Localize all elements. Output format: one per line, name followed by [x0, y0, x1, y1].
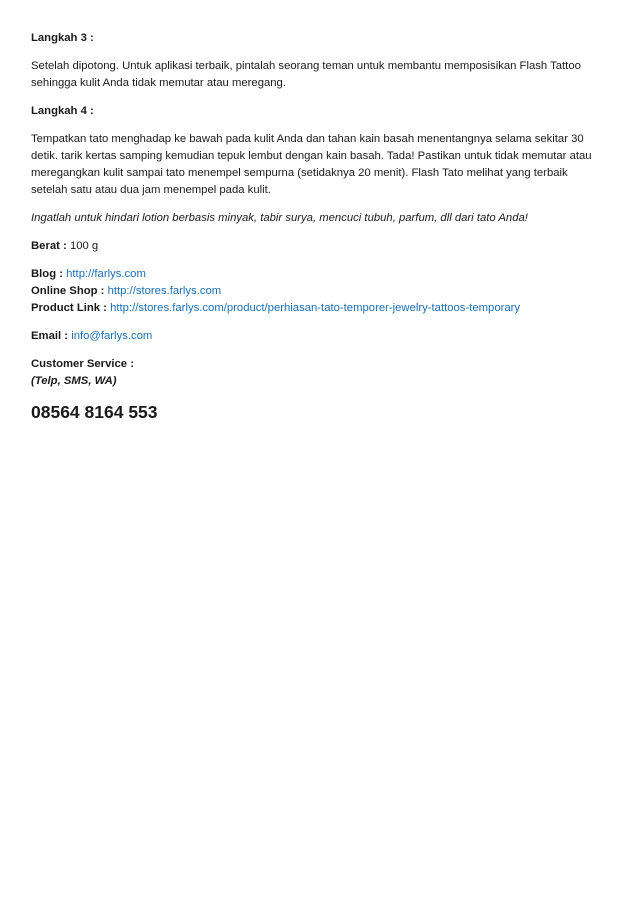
online-shop-row: [31, 283, 611, 300]
blog-link[interactable]: http://farlys.com: [66, 268, 146, 280]
online-shop-label: Online Shop :: [31, 285, 105, 297]
step-3-heading: Langkah 3 :: [31, 32, 94, 44]
step-4-text-line: Tempatkan tato menghadap ke bawah pada kulit Anda dan tahan kain basah menentangnya selama sekitar 30: [31, 133, 584, 145]
email-label: Email :: [31, 330, 69, 342]
weight-value: 100 g: [69, 240, 99, 252]
document-page: [31, 30, 611, 423]
care-warning: Ingatlah untuk hindari lotion berbasis minyak, tabir surya, mencuci tubuh, parfum, dll dari tato Anda!: [31, 212, 528, 224]
weight-row: [31, 238, 611, 255]
step-4-text-line: meregangkan kulit sampai tato menempel sempurna (setidaknya 20 menit). Flash Tato melihat yang terbaik: [31, 167, 568, 179]
weight-label: Berat :: [31, 240, 67, 252]
step-4-text-line: detik. tarik kertas samping kemudian tepuk lembut dengan kain basah. Tada! Pastikan untuk tidak memutar atau: [31, 150, 592, 162]
product-link-row: [31, 300, 611, 317]
phone-number: 08564 8164 553: [31, 402, 158, 422]
email-row: [31, 328, 611, 345]
blog-label: Blog :: [31, 268, 63, 280]
step-4-text-line: setelah satu atau dua jam menempel pada kulit.: [31, 184, 271, 196]
product-link[interactable]: http://stores.farlys.com/product/perhiasan-tato-temporer-jewelry-tattoos-temporary: [110, 302, 521, 314]
step-3-text-line: Setelah dipotong. Untuk aplikasi terbaik, pintalah seorang teman untuk membantu memposisikan Flash Tattoo: [31, 60, 581, 72]
product-link-label: Product Link :: [31, 302, 107, 314]
customer-service-label: Customer Service :: [31, 358, 134, 370]
step-4-heading: Langkah 4 :: [31, 105, 94, 117]
step-3-text-line: sehingga kulit Anda tidak memutar atau meregang.: [31, 77, 286, 89]
online-shop-link[interactable]: http://stores.farlys.com: [107, 285, 222, 297]
blog-row: [31, 266, 611, 283]
email-link[interactable]: info@farlys.com: [71, 330, 153, 342]
customer-service-channels: (Telp, SMS, WA): [31, 375, 117, 387]
